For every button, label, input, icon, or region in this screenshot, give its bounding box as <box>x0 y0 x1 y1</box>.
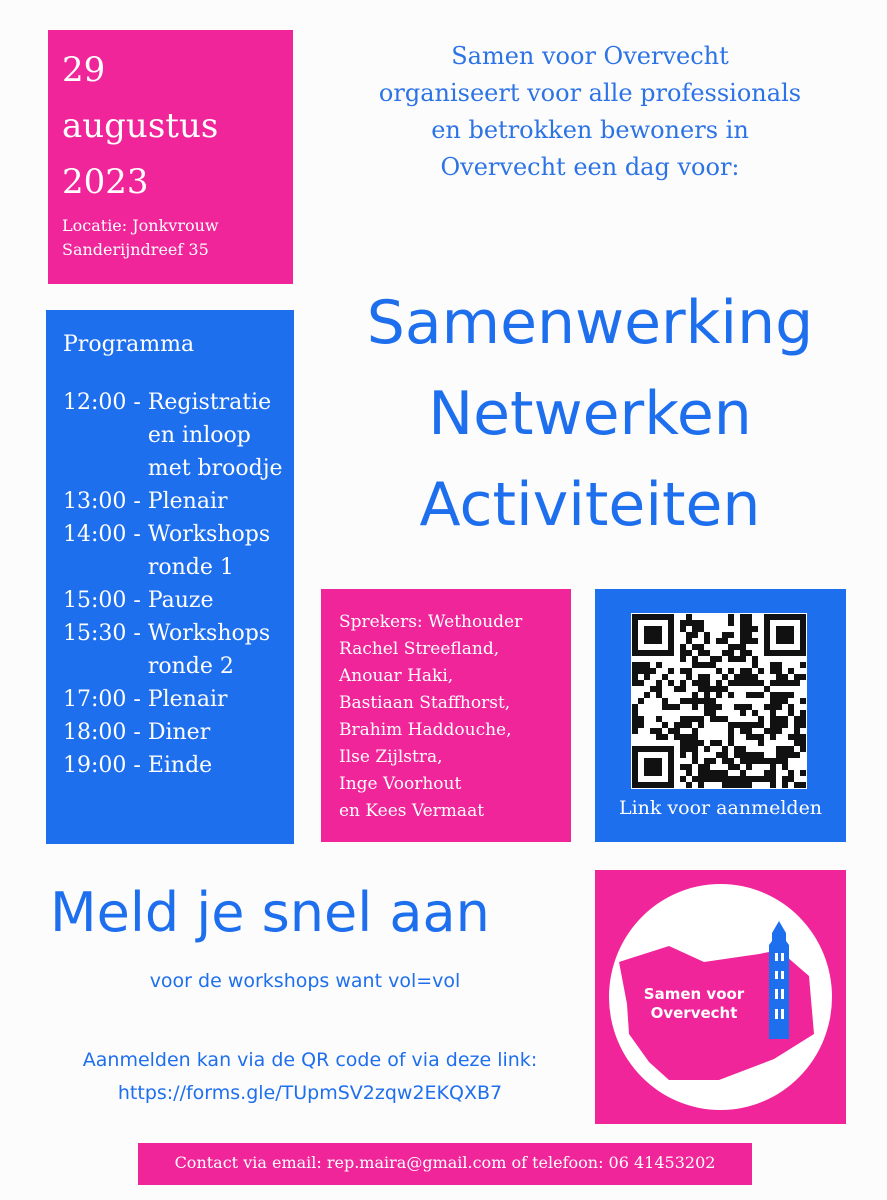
program-box <box>46 310 294 844</box>
intro-line: Samen voor Overvecht <box>451 42 729 70</box>
program-activity: Pauze <box>147 588 214 613</box>
intro-line: Overvecht een dag voor: <box>440 153 740 181</box>
logo-line: Overvecht <box>650 1004 738 1022</box>
program-item <box>63 716 294 749</box>
program-activity: en inloop <box>147 423 251 448</box>
location-line-1: Locatie: Jonkvrouw <box>62 216 219 235</box>
program-activity: Plenair <box>147 687 228 712</box>
tower-icon <box>759 919 799 1041</box>
program-time: 17:00 - <box>63 687 148 712</box>
speaker-line: en Kees Vermaat <box>339 801 485 821</box>
program-item <box>63 485 294 518</box>
program-item <box>63 617 294 683</box>
program-time: 19:00 - <box>63 753 148 778</box>
program-item <box>63 749 294 782</box>
program-activity: Einde <box>147 753 213 778</box>
date-box <box>48 30 293 284</box>
program-time: 15:30 - <box>63 621 148 646</box>
speaker-line: Bastiaan Staffhorst, <box>339 693 511 713</box>
qr-box[interactable] <box>595 589 846 842</box>
signup-link[interactable]: https://forms.gle/TUpmSV2zqw2EKQXB7 <box>117 1082 503 1104</box>
logo-text <box>634 985 754 1023</box>
intro-line: organiseert voor alle professionals <box>378 79 802 107</box>
event-day: 29 <box>62 50 106 90</box>
program-item <box>63 386 294 485</box>
signup-instructions <box>40 1044 580 1110</box>
program-item <box>63 584 294 617</box>
signup-headline: Meld je snel aan <box>50 881 490 944</box>
program-activity: Plenair <box>147 489 228 514</box>
program-title: Programma <box>63 332 195 357</box>
event-month: augustus <box>62 106 219 146</box>
headline <box>310 278 870 551</box>
logo-box <box>595 870 846 1124</box>
program-time: 15:00 - <box>63 588 148 613</box>
headline-line: Netwerken <box>428 379 752 449</box>
event-year: 2023 <box>62 162 149 202</box>
program-activity: Diner <box>147 720 211 745</box>
qr-code-icon[interactable] <box>631 613 807 789</box>
program-item <box>63 518 294 584</box>
program-time: 12:00 - <box>63 390 148 415</box>
program-activity: met broodje <box>147 456 283 481</box>
speaker-line: Anouar Haki, <box>339 666 454 686</box>
qr-label: Link voor aanmelden <box>618 797 823 819</box>
program-activity: Registratie <box>147 390 272 415</box>
logo-circle <box>609 884 832 1110</box>
speaker-line: Sprekers: Wethouder <box>339 612 523 632</box>
speakers-box <box>321 589 571 842</box>
speaker-line: Ilse Zijlstra, <box>339 747 443 767</box>
program-activity: ronde 1 <box>147 555 234 580</box>
program-time: 13:00 - <box>63 489 148 514</box>
program-item <box>63 683 294 716</box>
intro-text <box>320 38 860 186</box>
program-activity: ronde 2 <box>147 654 234 679</box>
program-activity: Workshops <box>147 522 271 547</box>
location-line-2: Sanderijndreef 35 <box>62 240 209 259</box>
speaker-line: Brahim Haddouche, <box>339 720 512 740</box>
headline-line: Activiteiten <box>419 470 761 540</box>
speaker-line: Rachel Streefland, <box>339 639 500 659</box>
program-time: 14:00 - <box>63 522 148 547</box>
intro-line: en betrokken bewoners in <box>431 116 749 144</box>
contact-bar: Contact via email: rep.maira@gmail.com of telefoon: 06 41453202 <box>138 1143 752 1185</box>
program-activity: Workshops <box>147 621 271 646</box>
signup-subline: voor de workshops want vol=vol <box>149 970 461 992</box>
qr-code-graphic <box>631 613 807 789</box>
speaker-line: Inge Voorhout <box>339 774 462 794</box>
program-time: 18:00 - <box>63 720 148 745</box>
headline-line: Samenwerking <box>366 288 814 358</box>
logo-line: Samen voor <box>643 985 745 1003</box>
signup-how: Aanmelden kan via de QR code of via deze link: <box>82 1049 538 1071</box>
